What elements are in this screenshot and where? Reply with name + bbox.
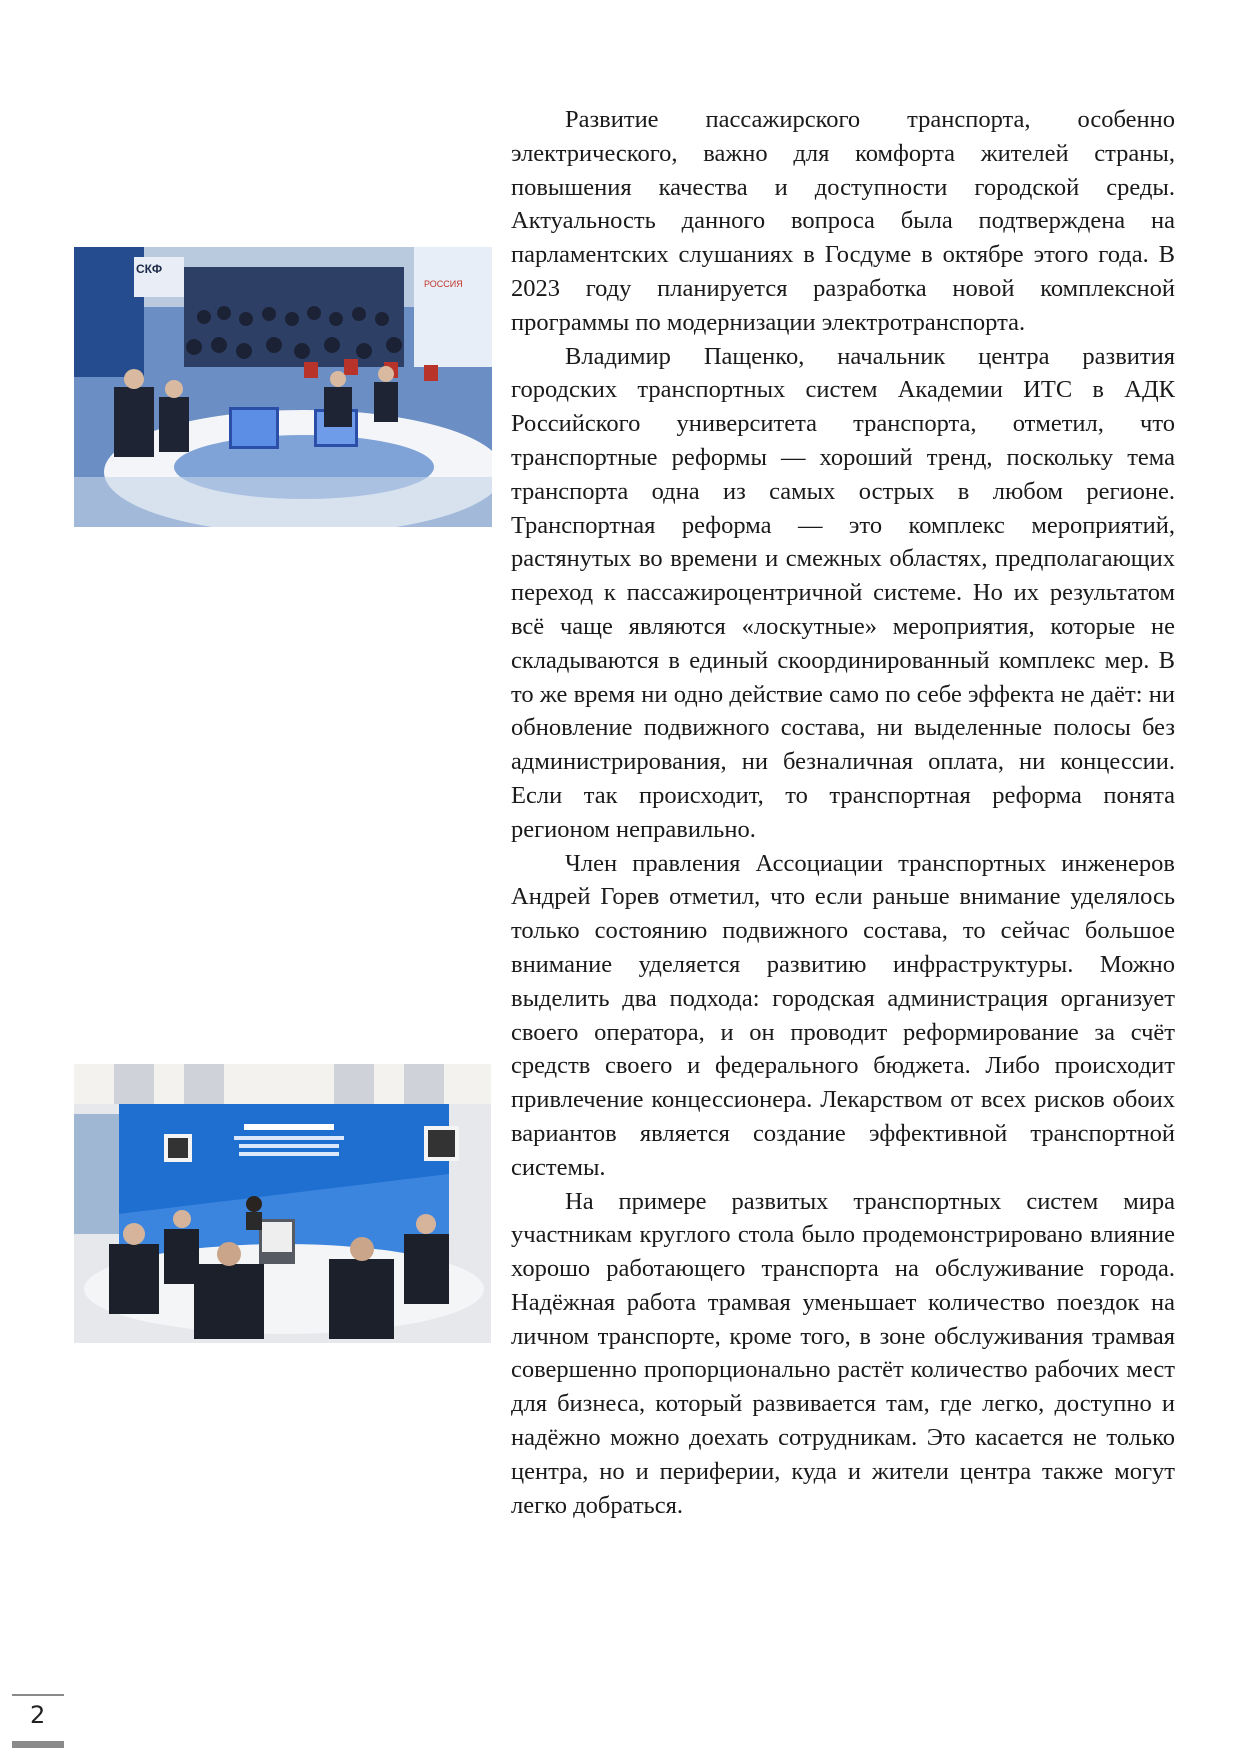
footer-rule-bottom (12, 1741, 64, 1748)
photo1-sign-left: СКФ (136, 262, 163, 276)
article-paragraph-2: Владимир Пащенко, начальник центра развития городских транспортных систем Академии ИТС в АДК Российского университета транспорта, отметил, что транспортные реформы — хороший тренд, поскольку тема транспорта одна из самых острых в любом регионе. Транспортная реформа — это комплекс мероприятий, растянутых во времени и смежных областях, предполагающих переход к пассажироцентричной системе. Но их результатом всё чаще являются «лоскутные» мероприятия, которые не складываются в единый скоординированный комплекс мер. В то же время ни одно действие само по себе эффекта не даёт: ни обновление подвижного состава, ни выделенные полосы без администрирования, ни безналичная оплата, ни концессии. Если так происходит, то транспортная реформа понята регионом неправильно. (511, 342, 1175, 843)
article-paragraph-4: На примере развитых транспортных систем мира участникам круглого стола было продемонстрировано влияние хорошо работающего транспорта на обслуживание города. Надёжная работа трамвая уменьшает количество поездок на личном транспорте, кроме того, в зоне обслуживания трамвая совершенно пропорционально растёт количество рабочих мест для бизнеса, который развивается там, где легко, доступно и надёжно можно доехать сотрудникам. Это касается не только центра, но и периферии, куда и жители центра также могут легко добраться. (511, 1187, 1175, 1519)
article-text (511, 103, 1175, 1522)
article-paragraph-1: Развитие пассажирского транспорта, особенно электрического, важно для комфорта жителей страны, повышения качества и доступности городской среды. Актуальность данного вопроса была подтверждена на парламентских слушаниях в Госдуме в октябре этого года. В 2023 году планируется разработка новой комплексной программы по модернизации электротранспорта. (511, 106, 1175, 336)
conference-photo-2-graphic (74, 1064, 491, 1343)
page-footer (12, 1694, 64, 1729)
conference-photo-1-graphic (74, 247, 492, 527)
photo1-sign-right: РОССИЯ (424, 279, 463, 289)
conference-photo-1 (74, 247, 492, 527)
article-paragraph-3: Член правления Ассоциации транспортных инженеров Андрей Горев отметил, что если раньше внимание уделялось только состоянию подвижного состава, то сейчас большое внимание уделяется развитию инфраструктуры. Можно выделить два подхода: городская администрация организует своего оператора, и он проводит реформирование за счёт средств своего и федерального бюджета. Либо происходит привлечение концессионера. Лекарством от всех рисков обоих вариантов является создание эффективной транспортной системы. (511, 849, 1175, 1181)
page-number: 2 (30, 1701, 46, 1729)
conference-photo-2 (74, 1064, 491, 1343)
footer-rule-top (12, 1694, 64, 1696)
